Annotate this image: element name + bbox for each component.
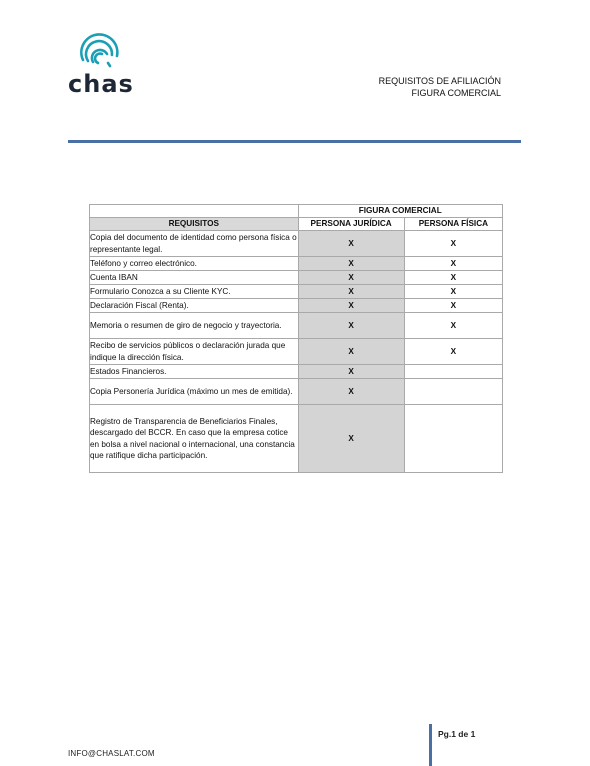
requirement-cell: Teléfono y correo electrónico.	[90, 257, 299, 271]
table-row	[90, 313, 503, 339]
persona-fisica-mark: X	[404, 257, 502, 271]
document-header	[379, 75, 501, 99]
fingerprint-icon	[79, 30, 121, 70]
requirement-cell: Recibo de servicios públicos o declaración jurada que indique la dirección física.	[90, 339, 299, 365]
table-row	[90, 379, 503, 405]
persona-juridica-header: PERSONA JURÍDICA	[298, 218, 404, 231]
table-row	[90, 285, 503, 299]
table-row	[90, 405, 503, 473]
header-line-1: REQUISITOS DE AFILIACIÓN	[378, 76, 501, 86]
persona-juridica-mark: X	[298, 285, 404, 299]
persona-fisica-mark: X	[404, 285, 502, 299]
blank-header-cell	[90, 205, 299, 218]
persona-juridica-mark: X	[298, 339, 404, 365]
persona-juridica-mark: X	[298, 231, 404, 257]
group-header: FIGURA COMERCIAL	[298, 205, 503, 218]
persona-juridica-mark: X	[298, 299, 404, 313]
persona-juridica-mark: X	[298, 271, 404, 285]
persona-fisica-mark: X	[404, 339, 502, 365]
table-row	[90, 231, 503, 257]
persona-fisica-mark: X	[404, 231, 502, 257]
requirement-cell: Declaración Fiscal (Renta).	[90, 299, 299, 313]
persona-fisica-mark	[404, 379, 502, 405]
persona-fisica-mark: X	[404, 313, 502, 339]
table-row	[90, 271, 503, 285]
persona-fisica-mark	[404, 405, 502, 473]
contact-email: INFO@CHASLAT.COM	[68, 749, 155, 758]
persona-juridica-mark: X	[298, 313, 404, 339]
page-number: Pg.1 de 1	[438, 729, 476, 739]
footer-divider	[429, 724, 432, 766]
brand-name: chas	[68, 70, 134, 98]
requisitos-header: REQUISITOS	[90, 218, 299, 231]
requirement-cell: Copia del documento de identidad como persona física o representante legal.	[90, 231, 299, 257]
persona-juridica-mark: X	[298, 405, 404, 473]
persona-fisica-mark: X	[404, 271, 502, 285]
persona-juridica-mark: X	[298, 257, 404, 271]
header-line-2: FIGURA COMERCIAL	[411, 88, 501, 98]
persona-juridica-mark: X	[298, 379, 404, 405]
header-divider	[68, 140, 521, 143]
chas-logo	[68, 30, 138, 98]
persona-fisica-mark: X	[404, 299, 502, 313]
table-row	[90, 257, 503, 271]
table-row	[90, 339, 503, 365]
requirement-cell: Copia Personería Jurídica (máximo un mes de emitida).	[90, 379, 299, 405]
table-row	[90, 365, 503, 379]
requirement-cell: Formulario Conozca a su Cliente KYC.	[90, 285, 299, 299]
persona-juridica-mark: X	[298, 365, 404, 379]
requirement-cell: Cuenta IBAN	[90, 271, 299, 285]
persona-fisica-header: PERSONA FÍSICA	[404, 218, 502, 231]
persona-fisica-mark	[404, 365, 502, 379]
requirement-cell: Memoria o resumen de giro de negocio y trayectoria.	[90, 313, 299, 339]
requirement-cell: Estados Financieros.	[90, 365, 299, 379]
table-row	[90, 299, 503, 313]
requirement-cell: Registro de Transparencia de Beneficiarios Finales, descargado del BCCR. En caso que la empresa cotice en bolsa a nivel nacional o internacional, una constancia que ratifique dicha participación.	[90, 405, 299, 473]
requirements-table	[89, 204, 503, 473]
